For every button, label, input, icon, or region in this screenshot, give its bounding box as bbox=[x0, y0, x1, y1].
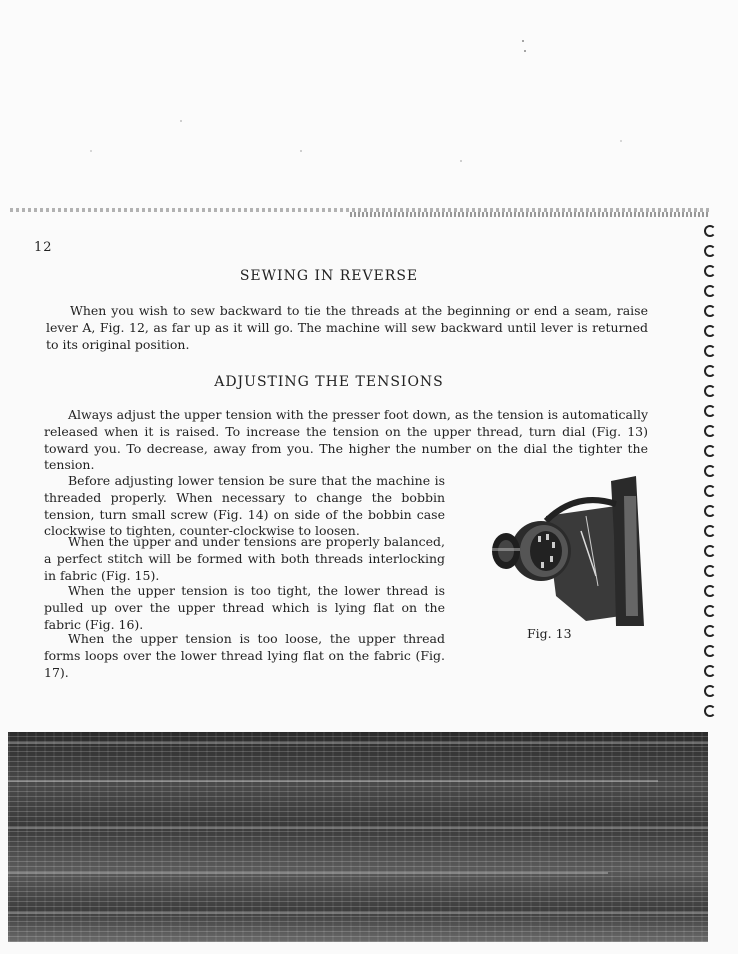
binding-marks bbox=[700, 225, 720, 725]
binding-mark bbox=[704, 285, 716, 297]
scan-noise-top bbox=[0, 0, 738, 230]
speck bbox=[522, 40, 524, 42]
speck bbox=[524, 50, 526, 52]
binding-mark bbox=[704, 385, 716, 397]
binding-mark bbox=[704, 505, 716, 517]
binding-mark bbox=[704, 245, 716, 257]
binding-mark bbox=[704, 325, 716, 337]
paragraph: When you wish to sew backward to tie the threads at the beginning or end a seam, raise lever A, Fig. 12, as far up as it will go. The machine will sew backward until lever is returned to its original position. bbox=[46, 303, 648, 352]
scan-streak bbox=[8, 872, 608, 874]
binding-mark bbox=[704, 265, 716, 277]
binding-mark bbox=[704, 545, 716, 557]
heading-sewing-in-reverse: SEWING IN REVERSE bbox=[239, 268, 419, 284]
binding-mark bbox=[704, 225, 716, 237]
binding-mark bbox=[704, 705, 716, 717]
binding-mark bbox=[704, 305, 716, 317]
paragraph: When the upper and under tensions are properly balanced, a perfect stitch will be formed with both threads interlocking in fabric (Fig. 15). bbox=[44, 534, 445, 583]
binding-mark bbox=[704, 425, 716, 437]
tension-dial-photo bbox=[486, 476, 646, 626]
figure-caption: Fig. 13 bbox=[527, 626, 572, 641]
binding-mark bbox=[704, 525, 716, 537]
speck bbox=[620, 140, 622, 142]
paragraph: Before adjusting lower tension be sure that the machine is threaded properly. When necessary to change the bobbin tension, turn small screw (Fig. 14) on side of the bobbin case clockwise to tighten, counter-clockwise to loosen. bbox=[44, 473, 445, 539]
speck bbox=[460, 160, 462, 162]
binding-mark bbox=[704, 565, 716, 577]
binding-mark bbox=[704, 345, 716, 357]
speck bbox=[180, 120, 182, 122]
paragraph: When the upper tension is too tight, the lower thread is pulled up over the upper thread which is lying flat on the fabric (Fig. 16). bbox=[44, 583, 445, 632]
scan-streak bbox=[8, 742, 708, 744]
speck bbox=[90, 150, 92, 152]
scan-streak bbox=[8, 780, 658, 782]
page-number: 12 bbox=[34, 240, 53, 255]
scan-streak bbox=[8, 912, 708, 914]
binding-mark bbox=[704, 685, 716, 697]
binding-mark bbox=[704, 605, 716, 617]
binding-mark bbox=[704, 625, 716, 637]
binding-mark bbox=[704, 365, 716, 377]
binding-mark bbox=[704, 485, 716, 497]
heading-adjusting-tensions: ADJUSTING THE TENSIONS bbox=[214, 374, 444, 390]
paragraph: When the upper tension is too loose, the upper thread forms loops over the lower thread lying flat on the fabric (Fig. 17). bbox=[44, 631, 445, 680]
paragraph: Always adjust the upper tension with the presser foot down, as the tension is automatically released when it is raised. To increase the tension on the upper thread, turn dial (Fig. 13) toward you. To decrease, away from you. The higher the number on the dial the tighter the tension. bbox=[44, 407, 648, 473]
scan-dark-band bbox=[8, 732, 708, 942]
speck bbox=[300, 150, 302, 152]
binding-mark bbox=[704, 445, 716, 457]
binding-mark bbox=[704, 665, 716, 677]
scan-streak bbox=[8, 827, 708, 829]
scan-line bbox=[350, 212, 710, 217]
binding-mark bbox=[704, 465, 716, 477]
tension-dial-illustration bbox=[486, 476, 646, 626]
binding-mark bbox=[704, 645, 716, 657]
binding-mark bbox=[704, 405, 716, 417]
binding-mark bbox=[704, 585, 716, 597]
